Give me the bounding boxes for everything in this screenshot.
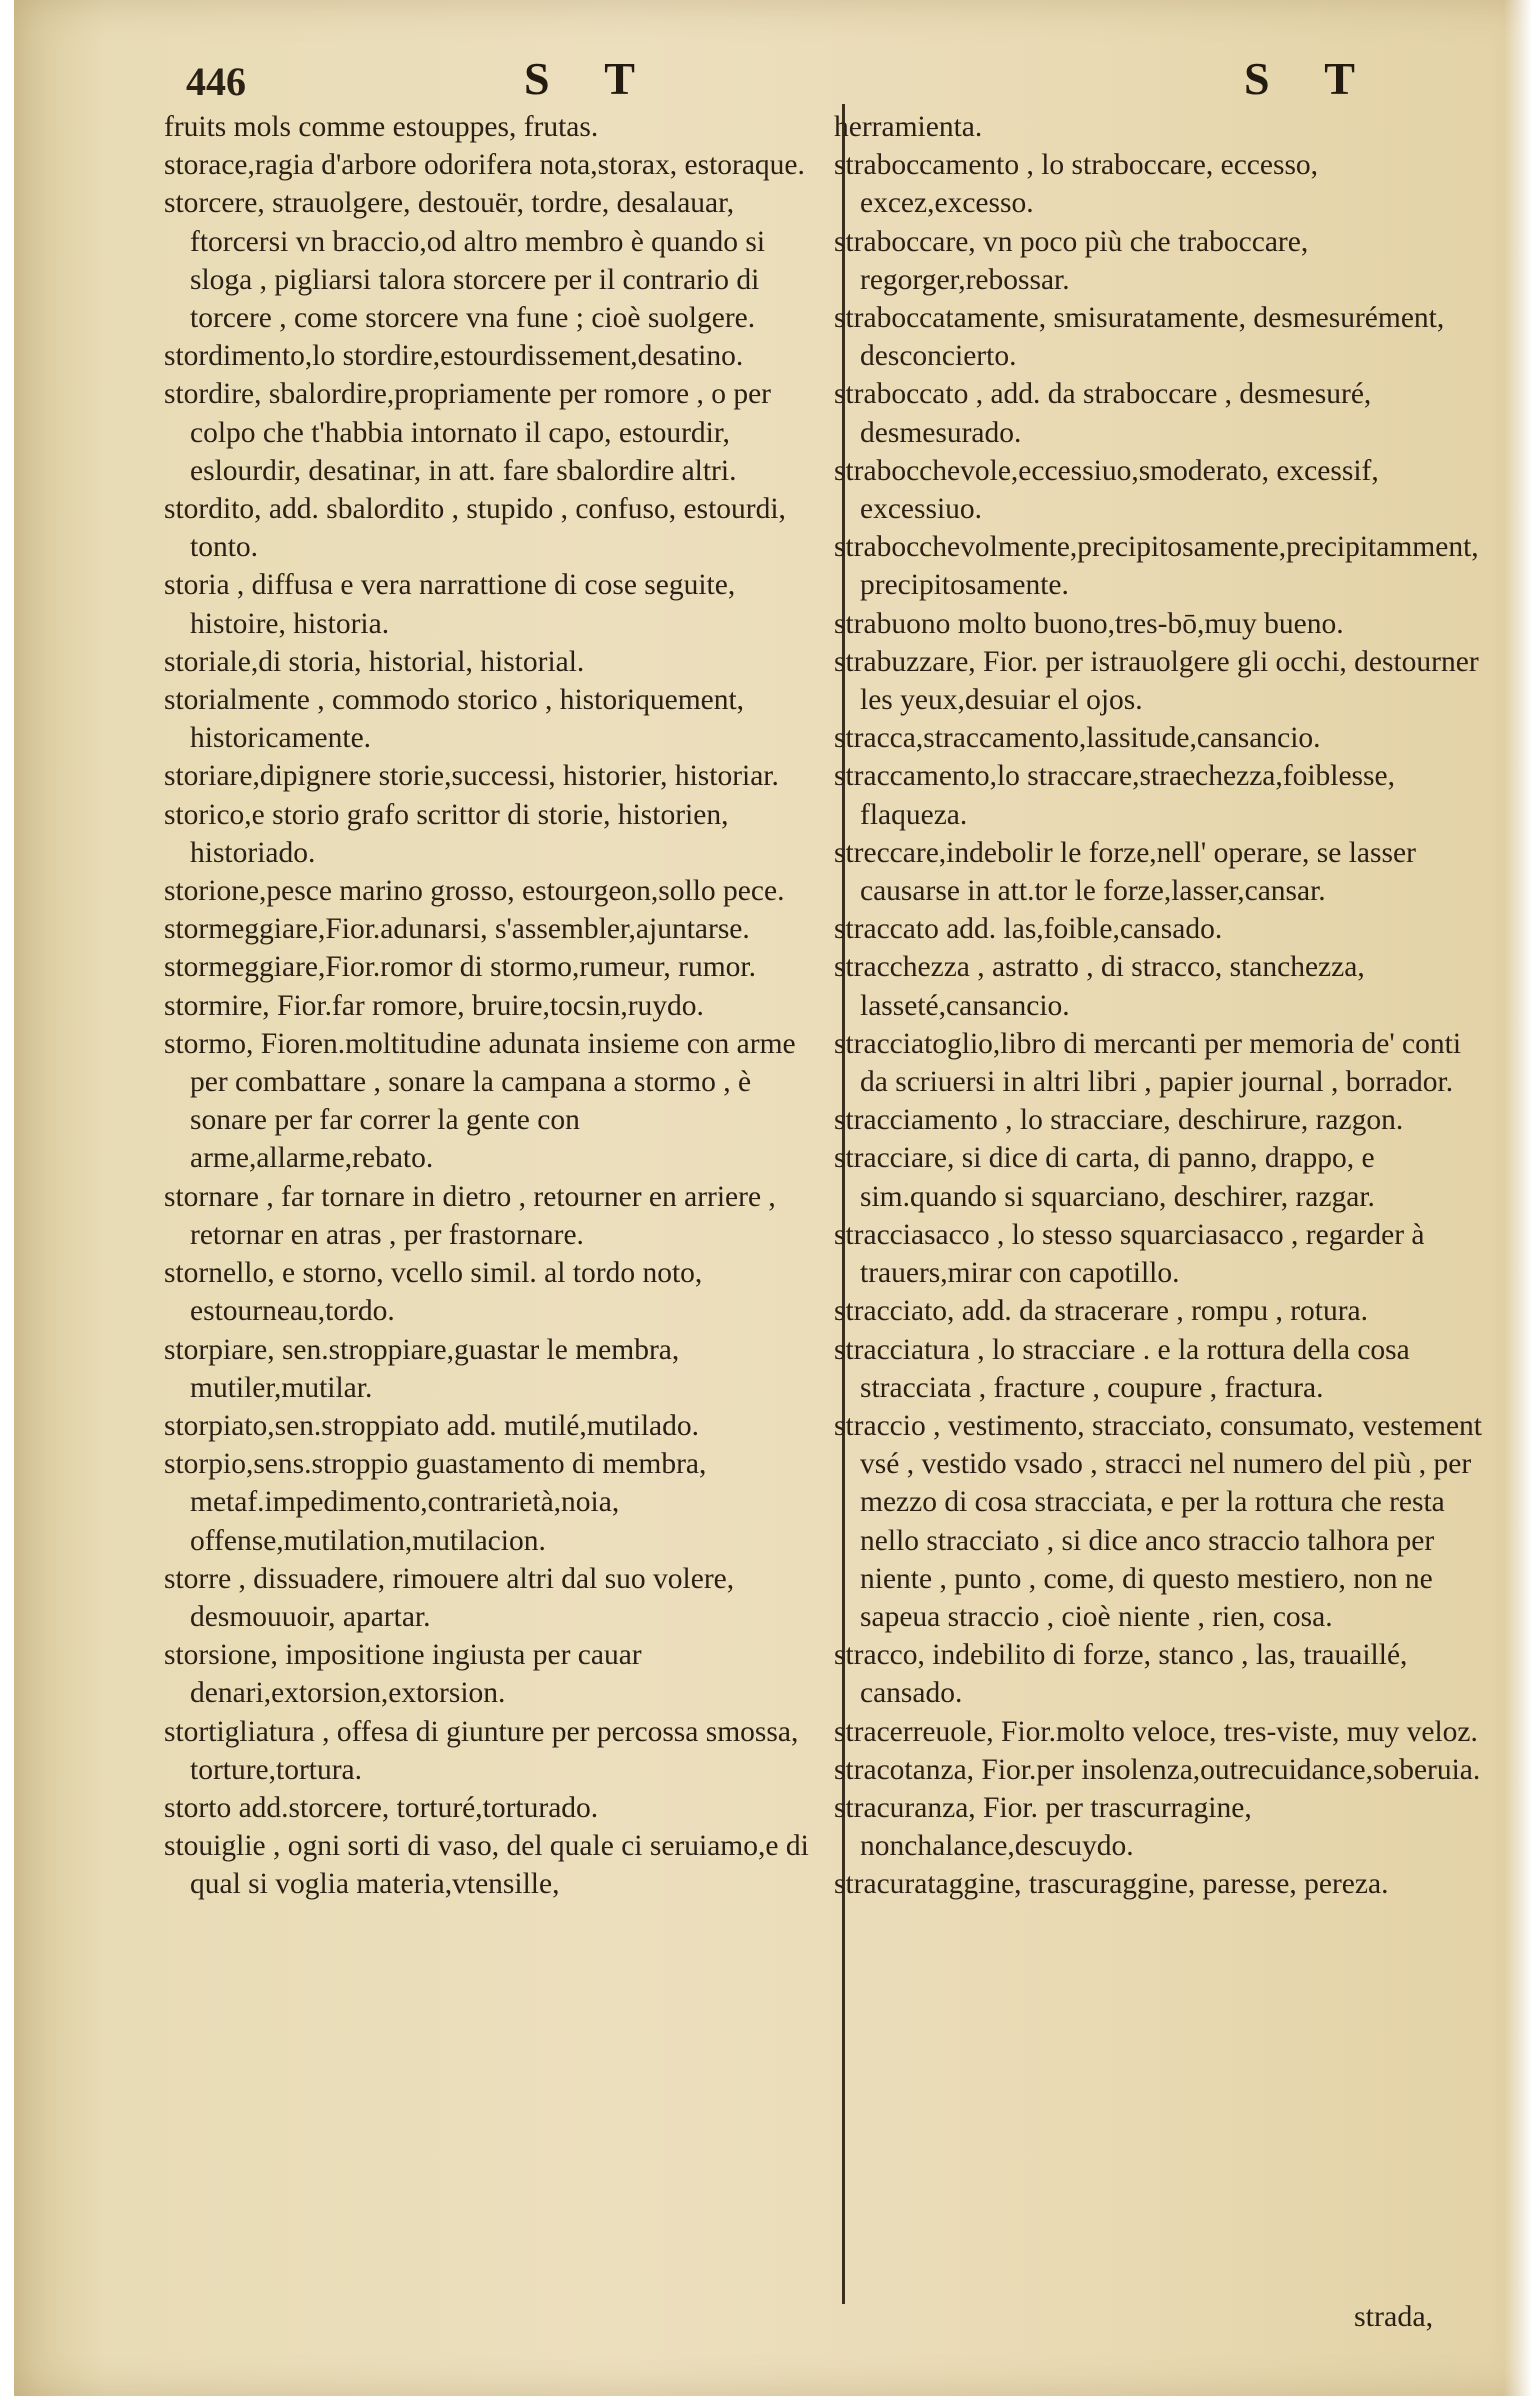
- dictionary-entry: storre , dissuadere, rimouere altri dal suo volere, desmouuoir, apartar.: [164, 1562, 735, 1633]
- dictionary-entry: stracco, indebilito di forze, stanco , las, trauaillé, cansado.: [834, 1639, 1408, 1710]
- dictionary-entry: stracciare, si dice di carta, di panno, drappo, e sim.quando si squarciano, deschirer, razgar.: [834, 1142, 1375, 1213]
- dictionary-entry: storialmente , commodo storico , historiquement, historicamente.: [164, 684, 745, 755]
- dictionary-entry: storiale,di storia, historial, historial.: [164, 645, 585, 678]
- dictionary-entry: storcere, strauolgere, destouër, tordre, desalauar, ftorcersi vn braccio,od altro membro è quando si sloga , pigliarsi talora storcere per il contrario di torcere , come storcere vna fune ; cioè suolgere.: [164, 187, 766, 335]
- dictionary-entry: storsione, impositione ingiusta per cauar denari,extorsion,extorsion.: [164, 1639, 642, 1710]
- dictionary-entry: stracurataggine, trascuraggine, paresse, pereza.: [834, 1868, 1389, 1901]
- dictionary-entry: stracuranza, Fior. per trascurragine, nonchalance,descuydo.: [834, 1791, 1252, 1863]
- dictionary-entry: storico,e storio grafo scrittor di storie, historien, historiado.: [164, 798, 729, 869]
- dictionary-entry: strabocchevolmente,precipitosamente,precipitamment, precipitosamente.: [834, 531, 1479, 602]
- page-header: [14, 52, 1532, 112]
- dictionary-entry: strabuono molto buono,tres-bō,muy bueno.: [834, 607, 1344, 640]
- running-head-right: S T: [1244, 53, 1377, 104]
- dictionary-entry: stracciatura , lo stracciare . e la rottura della cosa stracciata , fracture , coupure , fractura.: [834, 1333, 1410, 1404]
- dictionary-entry: stormeggiare,Fior.romor di stormo,rumeur, rumor.: [164, 951, 757, 984]
- page-number: 446: [186, 59, 246, 104]
- dictionary-entry: stracciatoglio,libro di mercanti per memoria de' conti da scriuersi in altri libri , papier journal , borrador.: [834, 1027, 1462, 1099]
- dictionary-entry: storione,pesce marino grosso, estourgeon,sollo pece.: [164, 875, 785, 908]
- dictionary-entry: storpiato,sen.stroppiato add. mutilé,mutilado.: [164, 1409, 700, 1442]
- right-column: [834, 108, 1484, 1904]
- dictionary-entry: storto add.storcere, torturé,torturado.: [164, 1791, 599, 1824]
- dictionary-entry: stormire, Fior.far romore, bruire,tocsin,ruydo.: [164, 989, 704, 1022]
- running-head-left: S T: [524, 53, 657, 104]
- dictionary-entry: straccio , vestimento, stracciato, consumato, vestement vsé , vestido vsado , stracci nel numero del più , per mezzo di cosa stracciata, e per la rottura che resta nello stracciato , si dice anco straccio talhora per niente , punto , come, di questo mestiero, non ne sapeua straccio , cioè niente , rien, cosa.: [834, 1409, 1482, 1633]
- dictionary-entry: strabocchevole,eccessiuo,smoderato, excessif, excessiuo.: [834, 454, 1379, 526]
- dictionary-entry: strabuzzare, Fior. per istrauolgere gli occhi, destourner les yeux,desuiar el ojos.: [834, 645, 1479, 717]
- dictionary-entry: fruits mols comme estouppes, frutas.: [164, 111, 599, 143]
- dictionary-entry: stormeggiare,Fior.adunarsi, s'assembler,ajuntarse.: [164, 913, 750, 946]
- dictionary-entry: straboccatamente, smisuratamente, desmesurément, desconcierto.: [834, 302, 1445, 373]
- dictionary-entry: storpiare, sen.stroppiare,guastar le membra, mutiler,mutilar.: [164, 1333, 680, 1404]
- dictionary-entry: stracotanza, Fior.per insolenza,outrecuidance,soberuia.: [834, 1753, 1481, 1786]
- dictionary-entry: streccare,indebolir le forze,nell' operare, se lasser causarse in att.tor le forze,lasser,cansar.: [834, 836, 1416, 908]
- dictionary-entry: stracchezza , astratto , di stracco, stanchezza, lasseté,cansancio.: [834, 951, 1365, 1022]
- dictionary-entry: stracciamento , lo stracciare, deschirure, razgon.: [834, 1104, 1404, 1137]
- dictionary-entry: stornello, e storno, vcello simil. al tordo noto, estourneau,tordo.: [164, 1257, 703, 1328]
- dictionary-entry: stornare , far tornare in dietro , retourner en arriere , retornar en atras , per frastornare.: [164, 1180, 776, 1251]
- dictionary-entry: straccato add. las,foible,cansado.: [834, 913, 1223, 946]
- dictionary-entry: stracca,straccamento,lassitude,cansancio.: [834, 722, 1321, 755]
- dictionary-entry: storpio,sens.stroppio guastamento di membra, metaf.impedimento,contrarietà,noia, offense,mutilation,mutilacion.: [164, 1448, 707, 1557]
- dictionary-page: [14, 0, 1532, 2396]
- dictionary-entry: stordito, add. sbalordito , stupido , confuso, estourdi, tonto.: [164, 493, 786, 564]
- dictionary-entry: stracciasacco , lo stesso squarciasacco , regarder à trauers,mirar con capotillo.: [834, 1218, 1425, 1290]
- dictionary-entry: straccamento,lo straccare,straechezza,foiblesse, flaqueza.: [834, 760, 1395, 831]
- dictionary-entry: stouiglie , ogni sorti di vaso, del quale ci seruiamo,e di qual si voglia materia,vtensille,: [164, 1830, 809, 1901]
- dictionary-entry: stordimento,lo stordire,estourdissement,desatino.: [164, 340, 744, 373]
- dictionary-entry: herramienta.: [834, 111, 983, 143]
- left-column: [164, 108, 814, 1904]
- dictionary-entry: stortigliatura , offesa di giunture per percossa smossa, torture,tortura.: [164, 1715, 799, 1786]
- dictionary-entry: stracciato, add. da stracerare , rompu , rotura.: [834, 1295, 1369, 1328]
- dictionary-entry: straboccamento , lo straboccare, eccesso, excez,excesso.: [834, 149, 1319, 220]
- dictionary-entry: straboccare, vn poco più che traboccare, regorger,rebossar.: [834, 225, 1309, 296]
- dictionary-entry: storia , diffusa e vera narrattione di cose seguite, histoire, historia.: [164, 569, 736, 640]
- dictionary-entry: stordire, sbalordire,propriamente per romore , o per colpo che t'habbia intornato il capo, estourdir, eslourdir, desatinar, in att. fare sbalordire altri.: [164, 378, 771, 487]
- dictionary-entry: storiare,dipignere storie,successi, historier, historiar.: [164, 760, 779, 793]
- dictionary-entry: straboccato , add. da straboccare , desmesuré, desmesurado.: [834, 378, 1372, 449]
- dictionary-entry: storace,ragia d'arbore odorifera nota,storax, estoraque.: [164, 149, 805, 182]
- catchword: strada,: [1354, 2300, 1434, 2333]
- dictionary-entry: stormo, Fioren.moltitudine adunata insieme con arme per combattare , sonare la campana a stormo , è sonare per far correr la gente con arme,allarme,rebato.: [164, 1027, 796, 1175]
- dictionary-entry: stracerreuole, Fior.molto veloce, tres-viste, muy veloz.: [834, 1715, 1478, 1748]
